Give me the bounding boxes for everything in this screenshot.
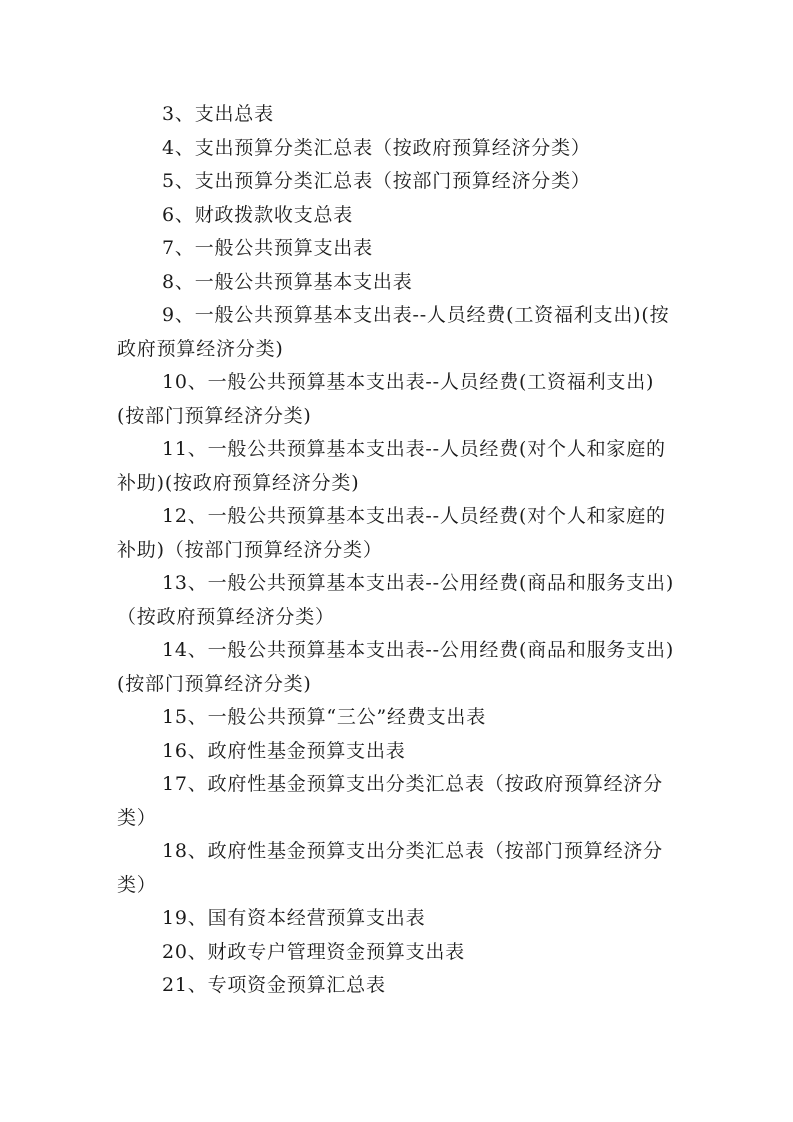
list-item: 4、支出预算分类汇总表（按政府预算经济分类） [162, 136, 591, 159]
list-item: 20、财政专户管理资金预算支出表 [162, 940, 465, 963]
list-item: 18、政府性基金预算支出分类汇总表（按部门预算经济分类） [117, 840, 663, 896]
list-item: 12、一般公共预算基本支出表--人员经费(对个人和家庭的补助)（按部门预算经济分类） [117, 505, 666, 561]
list-item: 9、一般公共预算基本支出表--人员经费(工资福利支出)(按政府预算经济分类) [117, 304, 670, 360]
list-item: 13、一般公共预算基本支出表--公用经费(商品和服务支出)（按政府预算经济分类） [117, 572, 675, 628]
list-item: 16、政府性基金预算支出表 [162, 739, 406, 762]
list-item: 10、一般公共预算基本支出表--人员经费(工资福利支出)(按部门预算经济分类) [117, 371, 655, 427]
list-item: 15、一般公共预算“三公”经费支出表 [162, 706, 487, 728]
list-item: 3、支出总表 [162, 103, 274, 125]
list-item: 11、一般公共预算基本支出表--人员经费(对个人和家庭的补助)(按政府预算经济分类) [117, 438, 666, 494]
list-item: 5、支出预算分类汇总表（按部门预算经济分类） [162, 170, 591, 192]
list-item: 17、政府性基金预算支出分类汇总表（按政府预算经济分类） [117, 773, 663, 829]
list-item: 19、国有资本经营预算支出表 [162, 907, 426, 929]
list-item: 21、专项资金预算汇总表 [162, 974, 386, 996]
list-item: 6、财政拨款收支总表 [162, 203, 354, 226]
list-item: 8、一般公共预算基本支出表 [162, 270, 413, 293]
list-item: 7、一般公共预算支出表 [162, 237, 373, 259]
list-item: 14、一般公共预算基本支出表--公用经费(商品和服务支出)(按部门预算经济分类) [117, 639, 675, 695]
document-body [117, 98, 677, 1003]
